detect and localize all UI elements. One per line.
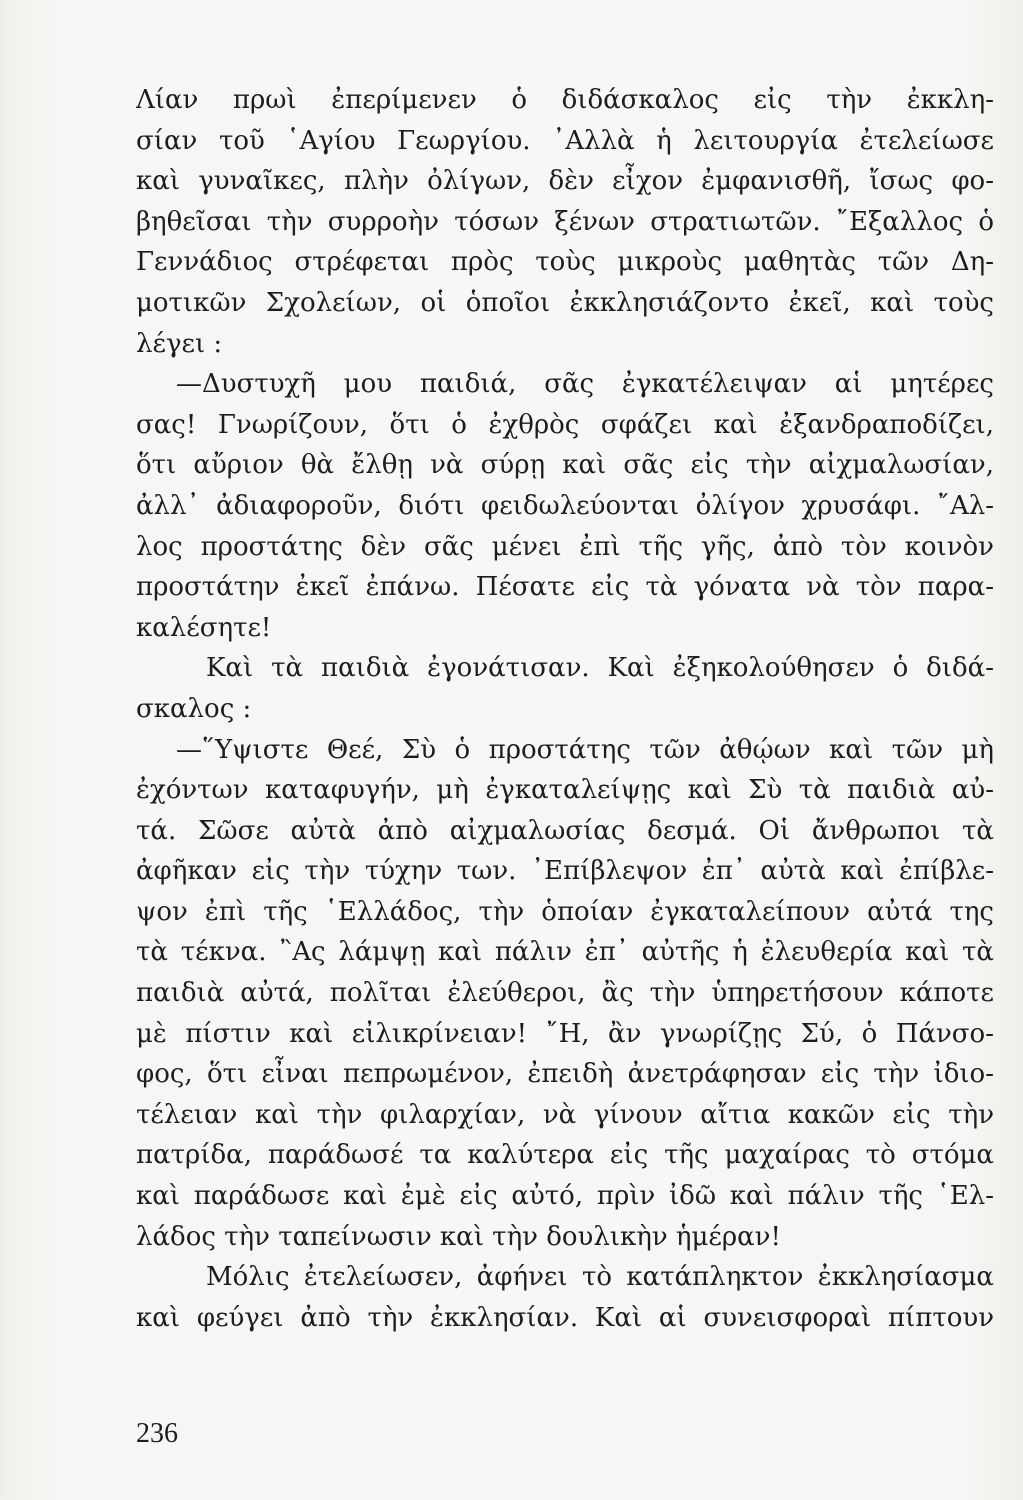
page-number: 236 (136, 1418, 178, 1449)
text-line: πατρίδα, παράδωσέ τα καλύτερα εἰς τῆς μαχαίρας τὸ στόμα (136, 1140, 994, 1171)
text-line: τά. Σῶσε αὐτὰ ἀπὸ αἰχμαλωσίας δεσμά. Οἱ ἄνθρωποι τὰ (136, 815, 994, 846)
text-line: λέγει : (136, 328, 223, 359)
text-line: ἀλλ᾿ ἀδιαφοροῦν, διότι φειδωλεύονται ὀλίγον χρυσάφι. ῎Αλ- (136, 490, 994, 521)
text-line: —Δυστυχῆ μου παιδιά, σᾶς ἐγκατέλειψαν αἱ μητέρες (176, 369, 994, 400)
text-line: μὲ πίστιν καὶ εἰλικρίνειαν! ῎Η, ἂν γνωρίζῃς Σύ, ὁ Πάνσο- (136, 1018, 994, 1049)
text-line: παιδιὰ αὐτά, πολῖται ἐλεύθεροι, ἂς τὴν ὑπηρετήσουν κάποτε (136, 978, 994, 1009)
text-line: σκαλος : (136, 693, 252, 724)
text-line: Μόλις ἐτελείωσεν, ἀφήνει τὸ κατάπληκτον ἐκκλησίασμα (206, 1262, 994, 1293)
text-line: ἐχόντων καταφυγήν, μὴ ἐγκαταλείψῃς καὶ Σὺ τὰ παιδιὰ αὐ- (136, 775, 994, 806)
text-line: ὅτι αὔριον θὰ ἔλθῃ νὰ σύρῃ καὶ σᾶς εἰς τὴν αἰχμαλωσίαν, (136, 450, 994, 481)
text-line: βηθεῖσαι τὴν συρροὴν τόσων ξένων στρατιωτῶν. ῎Εξαλλος ὁ (136, 206, 994, 237)
text-line: λος προστάτης δὲν σᾶς μένει ἐπὶ τῆς γῆς, ἀπὸ τὸν κοινὸν (136, 531, 994, 562)
text-line: καὶ φεύγει ἀπὸ τὴν ἐκκλησίαν. Καὶ αἱ συνεισφοραὶ πίπτουν (136, 1302, 994, 1333)
text-line: Γεννάδιος στρέφεται πρὸς τοὺς μικροὺς μαθητὰς τῶν Δη- (136, 247, 994, 278)
text-line: καὶ παράδωσε καὶ ἐμὲ εἰς αὐτό, πρὶν ἰδῶ καὶ πάλιν τῆς ῾Ελ- (136, 1181, 994, 1212)
text-line: τὰ τέκνα. ῍Ας λάμψῃ καὶ πάλιν ἐπ᾿ αὐτῆς ἡ ἐλευθερία καὶ τὰ (136, 937, 994, 968)
text-line: καλέσητε! (136, 612, 272, 643)
text-line: μοτικῶν Σχολείων, οἱ ὁποῖοι ἐκκλησιάζοντο ἐκεῖ, καὶ τοὺς (136, 287, 994, 318)
text-line: τέλειαν καὶ τὴν φιλαρχίαν, νὰ γίνουν αἴτια κακῶν εἰς τὴν (136, 1099, 994, 1130)
text-line: Λίαν πρωὶ ἐπερίμενεν ὁ διδάσκαλος εἰς τὴν ἐκκλη- (136, 85, 994, 115)
text-line: λάδος τὴν ταπείνωσιν καὶ τὴν δουλικὴν ἡμέραν! (136, 1221, 781, 1252)
text-line: ψον ἐπὶ τῆς ῾Ελλάδος, τὴν ὁποίαν ἐγκαταλείπουν αὐτά της (136, 896, 994, 927)
text-line: φος, ὅτι εἶναι πεπρωμένον, ἐπειδὴ ἀνετράφησαν εἰς τὴν ἰδιο- (136, 1059, 994, 1090)
text-line: —῞Υψιστε Θεέ, Σὺ ὁ προστάτης τῶν ἀθῴων καὶ τῶν μὴ (176, 734, 994, 765)
text-line: καὶ γυναῖκες, πλὴν ὀλίγων, δὲν εἶχον ἐμφανισθῆ, ἴσως φο- (136, 166, 994, 197)
text-line: σίαν τοῦ ῾Αγίου Γεωργίου. ᾿Αλλὰ ἡ λειτουργία ἐτελείωσε (136, 125, 994, 156)
body-text (136, 80, 994, 1338)
text-line: Καὶ τὰ παιδιὰ ἐγονάτισαν. Καὶ ἐξηκολούθησεν ὁ διδά- (206, 653, 994, 684)
text-line: σας! Γνωρίζουν, ὅτι ὁ ἐχθρὸς σφάζει καὶ ἐξανδραποδίζει, (136, 409, 994, 440)
text-line: ἀφῆκαν εἰς τὴν τύχην των. ᾿Επίβλεψον ἐπ᾿ αὐτὰ καὶ ἐπίβλε- (136, 856, 994, 887)
text-line: προστάτην ἐκεῖ ἐπάνω. Πέσατε εἰς τὰ γόνατα νὰ τὸν παρα- (136, 572, 994, 603)
